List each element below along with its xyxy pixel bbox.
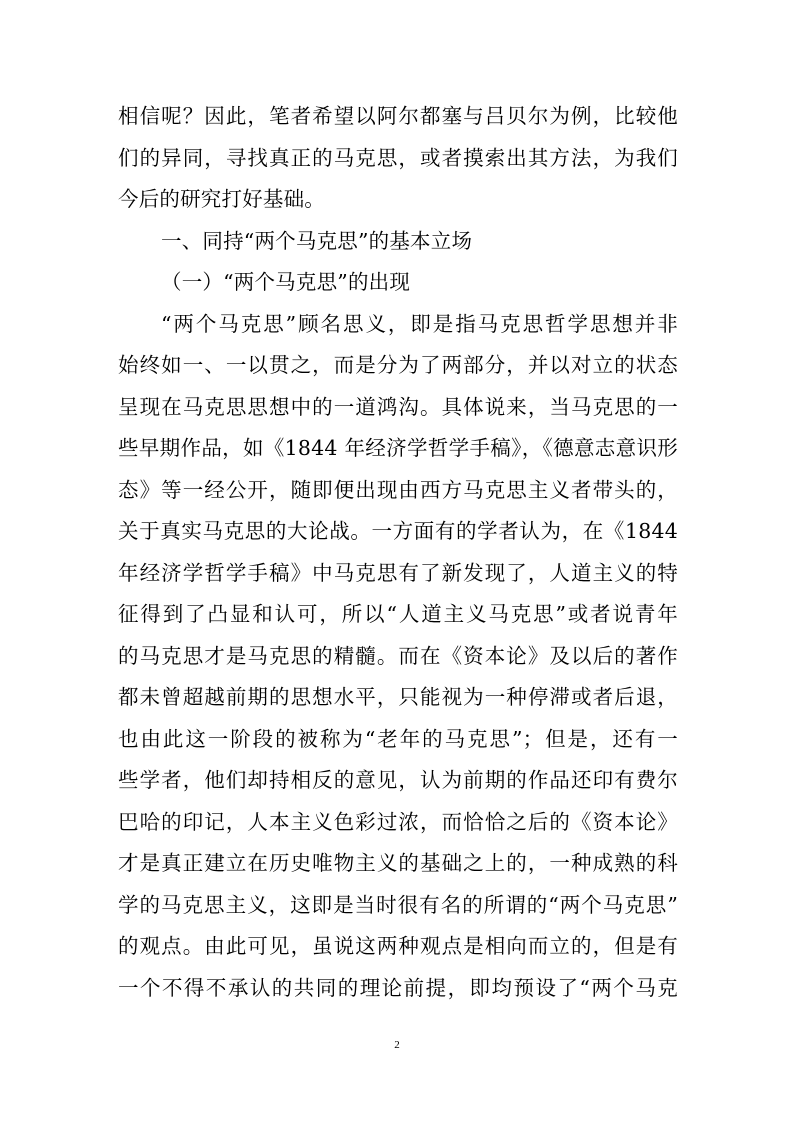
text-line: 学的马克思主义，这即是当时很有名的所谓的“两个马克思” — [118, 892, 678, 917]
text-line: 呈现在马克思思想中的一道鸿沟。具体说来，当马克思的一 — [118, 394, 678, 419]
text-line: 都未曾超越前期的思想水平，只能视为一种停滞或者后退， — [118, 685, 678, 709]
text-line: 关于真实马克思的大论战。一方面有的学者认为，在《1844 — [118, 519, 678, 543]
text-line: 才是真正建立在历史唯物主义的基础之上的，一种成熟的科 — [118, 851, 678, 875]
text-line: 态》等一经公开，随即便出现由西方马克思主义者带头的， — [118, 477, 678, 502]
text-line: 巴哈的印记，人本主义色彩过浓，而恰恰之后的《资本论》 — [118, 809, 678, 834]
text-line: 们的异同，寻找真正的马克思，或者摸索出其方法，为我们 — [118, 145, 678, 170]
paragraph-first-line: “两个马克思”顾名思义，即是指马克思哲学思想并非 — [161, 311, 678, 336]
text-line: 些学者，他们却持相反的意见，认为前期的作品还印有费尔 — [118, 768, 678, 792]
text-line: 的观点。由此可见，虽说这两种观点是相向而立的，但是有 — [118, 934, 678, 958]
subsection-heading: （一）“两个马克思”的出现 — [161, 270, 411, 294]
text-line: 一个不得不承认的共同的理论前提，即均预设了“两个马克 — [118, 975, 678, 1000]
text-line: 也由此这一阶段的被称为“老年的马克思”；但是，还有一 — [118, 726, 678, 751]
text-line: 年经济学哲学手稿》中马克思有了新发现了，人道主义的特 — [118, 560, 678, 585]
text-line: 今后的研究打好基础。 — [118, 187, 325, 211]
text-line: 征得到了凸显和认可，所以“人道主义马克思”或者说青年 — [118, 602, 678, 626]
page-number: 2 — [394, 1039, 400, 1051]
text-line: 相信呢？因此，笔者希望以阿尔都塞与吕贝尔为例，比较他 — [118, 104, 678, 128]
section-heading: 一、同持“两个马克思”的基本立场 — [161, 228, 473, 253]
text-line: 始终如一、一以贯之，而是分为了两部分，并以对立的状态 — [118, 353, 678, 377]
text-line: 的马克思才是马克思的精髓。而在《资本论》及以后的著作 — [118, 643, 678, 668]
body-text — [118, 96, 678, 1009]
text-line: 些早期作品，如《1844 年经济学哲学手稿》，《德意志意识形 — [118, 436, 678, 460]
